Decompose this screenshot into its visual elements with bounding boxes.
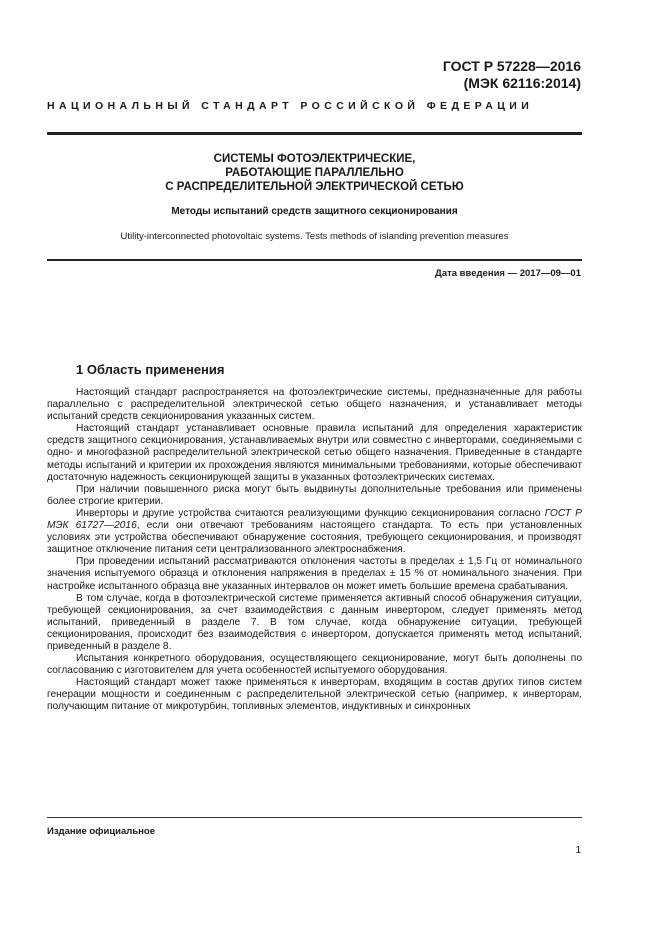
footer-divider — [47, 817, 582, 818]
paragraph-6: В том случае, когда в фотоэлектрической системе применяется активный способ обнаружения ситуации, требующей секционирования, за счет взаимодействия с данным инвертором, следует применять метод испытаний, приведенный в разделе 7. В том случае, когда обнаружение ситуации, требующей секционирования, происходит без взаимодействия с инвертором, допускается применять метод испытаний, приведенный в разделе 8. — [47, 592, 582, 652]
paragraph-3: При наличии повышенного риска могут быть выдвинуты дополнительные требования или применены более строгие критерии. — [47, 483, 582, 507]
page-number: 1 — [575, 845, 581, 856]
header-divider — [47, 132, 582, 135]
edition-label: Издание официальное — [47, 826, 155, 837]
standard-code: ГОСТ Р 57228—2016 — [442, 58, 581, 74]
section-heading: 1 Область применения — [76, 362, 225, 377]
document-subtitle: Методы испытаний средств защитного секционирования — [171, 206, 458, 217]
paragraph-7: Испытания конкретного оборудования, осуществляющего секционирование, могут быть дополнены по согласованию с изготовителем для учета особенностей испытуемого оборудования. — [47, 653, 582, 677]
paragraph-2: Настоящий стандарт устанавливает основные правила испытаний для определения характеристик средств защитного секционирования, устанавливаемых внутри или совместно с инверторами, соединяемыми с одно- и многофазной распределительной электрической сетью общего назначения. Приведенные в стандарте методы испытаний и критерии их прохождения являются минимальными требованиями, которые обеспечивают достаточную надежность секционирующей защиты в указанных фотоэлектрических системах. — [47, 423, 582, 483]
paragraph-1: Настоящий стандарт распространяется на фотоэлектрические системы, предназначенные для работы параллельно с распределительной электрической сетью общего назначения, и устанавливает методы испытаний средств секционирования указанных систем. — [47, 387, 582, 423]
iec-code: (МЭК 62116:2014) — [463, 75, 581, 91]
paragraph-4-end: , если они отвечают требованиям настоящего стандарта. То есть при установленных условиях эти устройства обеспечивают обнаружение состояния, требующего секционирования, и производят защитное отключение питания сети централизованного электроснабжения. — [47, 520, 582, 556]
english-title: Utility-interconnected photovoltaic systems. Tests methods of islanding prevention measures — [120, 231, 509, 242]
section-body — [47, 387, 582, 714]
introduction-date: Дата введения — 2017—09—01 — [435, 268, 581, 279]
paragraph-8: Настоящий стандарт может также применяться к инверторам, входящим в состав других типов систем генерации мощности и соединенным с распределительной электрической сетью (например, к инверторам, получающим питание от микротурбин, топливных элементов, индуктивных и синхронных — [47, 677, 582, 713]
standard-code-block — [443, 58, 581, 92]
title-line-1: СИСТЕМЫ ФОТОЭЛЕКТРИЧЕСКИЕ, — [213, 153, 416, 165]
standard-reference: ГОСТ Р МЭК 61727—2016 — [47, 507, 582, 532]
title-divider — [47, 259, 582, 261]
document-title — [47, 152, 582, 194]
paragraph-5: При проведении испытаний рассматриваются отклонения частоты в пределах ± 1,5 Гц от номинального значения испытуемого образца и отклонения напряжения в пределах ± 15 % от номинального значения. При настройке испытанного образца вне указанных интервалов он может иметь большие времена срабатывания. — [47, 556, 582, 592]
national-standard-banner: НАЦИОНАЛЬНЫЙ СТАНДАРТ РОССИЙСКОЙ ФЕДЕРАЦИИ — [47, 100, 534, 112]
paragraph-4 — [47, 508, 582, 556]
paragraph-4-start: Инверторы и другие устройства считаются реализующими функцию секционирования согласно — [76, 507, 545, 519]
title-line-2: РАБОТАЮЩИЕ ПАРАЛЛЕЛЬНО — [225, 167, 404, 179]
title-line-3: С РАСПРЕДЕЛИТЕЛЬНОЙ ЭЛЕКТРИЧЕСКОЙ СЕТЬЮ — [165, 181, 464, 193]
